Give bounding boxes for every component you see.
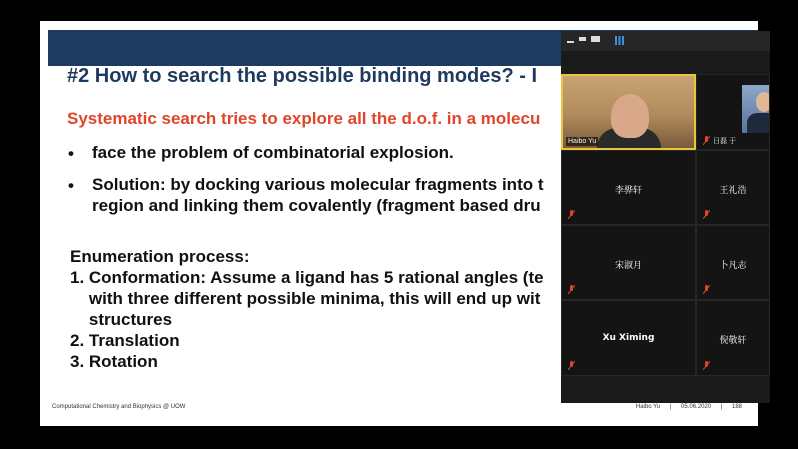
- bullet-marker: •: [68, 176, 74, 195]
- participant-name: 王礼浩: [719, 186, 747, 196]
- enumeration-item: structures: [70, 310, 173, 329]
- participant-name: Xu Ximing: [602, 333, 655, 343]
- minimize-icon[interactable]: [567, 41, 574, 43]
- participant-name: 日磊 于: [713, 138, 736, 145]
- participant-gallery: [561, 31, 770, 403]
- gallery-toolbar: [561, 31, 770, 51]
- gallery-strip-icon[interactable]: [591, 36, 600, 42]
- footer-page: 188: [731, 404, 742, 410]
- bullet-text: region and linking them covalently (fragment based dru: [92, 196, 541, 215]
- muted-mic-icon: [703, 210, 710, 219]
- participant-name: Haibo Yu: [568, 138, 597, 145]
- participant-name: 倪敬轩: [719, 336, 747, 346]
- participant-name: 宋淑月: [614, 261, 642, 271]
- gallery-grid-icon[interactable]: [615, 36, 624, 45]
- participant-tile[interactable]: [561, 225, 696, 300]
- enumeration-block: [70, 246, 544, 372]
- footer-author: Haibo Yu: [635, 404, 661, 410]
- enumeration-item: with three different possible minima, this will end up wit: [70, 289, 541, 308]
- participant-tile[interactable]: [696, 300, 770, 376]
- participant-tile[interactable]: [696, 74, 770, 150]
- participant-tile[interactable]: [696, 225, 770, 300]
- enumeration-item: 1. Conformation: Assume a ligand has 5 rational angles (te: [70, 268, 544, 287]
- enumeration-item: 2. Translation: [70, 331, 180, 350]
- speaker-view-icon[interactable]: [579, 37, 586, 41]
- participant-photo: [742, 85, 770, 133]
- photo-face: [756, 92, 770, 112]
- footer-meta: [628, 404, 742, 410]
- slide-title: #2 How to search the possible binding modes? - I: [67, 65, 538, 87]
- participant-tile[interactable]: [561, 150, 696, 225]
- footer-affiliation: Computational Chemistry and Biophysics @ UOW: [52, 404, 186, 410]
- muted-mic-icon: [568, 285, 575, 294]
- bullet-marker: •: [68, 144, 74, 163]
- slide-subtitle: Systematic search tries to explore all the d.o.f. in a molecu: [67, 109, 541, 128]
- participant-tile[interactable]: [561, 74, 696, 150]
- muted-mic-icon: [568, 210, 575, 219]
- participant-tile[interactable]: [561, 300, 696, 376]
- enumeration-heading: Enumeration process:: [70, 247, 250, 266]
- bullet-text: face the problem of combinatorial explosion.: [92, 143, 454, 162]
- muted-mic-icon: [703, 361, 710, 370]
- footer-date: 05.06.2020: [681, 404, 712, 410]
- participant-face: [611, 94, 649, 138]
- muted-mic-icon: [568, 361, 575, 370]
- photo-suit: [747, 113, 770, 133]
- muted-mic-icon: [703, 136, 710, 145]
- footer-separator: |: [720, 404, 723, 410]
- footer-separator: |: [669, 404, 672, 410]
- participant-name: 李骅轩: [614, 186, 642, 196]
- participant-name: 卜凡志: [719, 261, 747, 271]
- enumeration-item: 3. Rotation: [70, 352, 158, 371]
- participant-tile[interactable]: [696, 150, 770, 225]
- muted-mic-icon: [703, 285, 710, 294]
- bullet-text: Solution: by docking various molecular fragments into t: [92, 175, 544, 194]
